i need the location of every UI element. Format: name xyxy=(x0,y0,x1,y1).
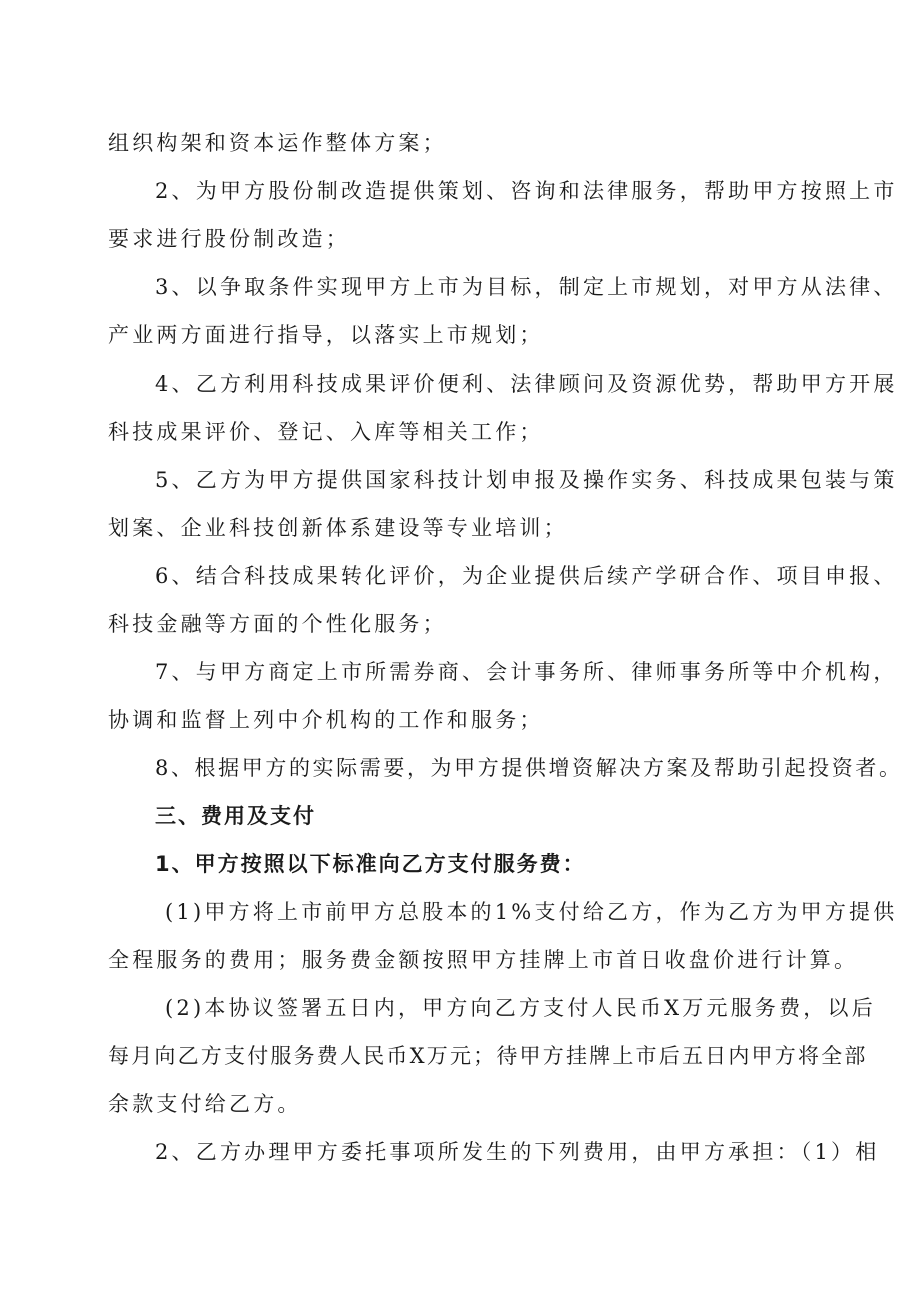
text-line: 8、根据甲方的实际需要，为甲方提供增资解决方案及帮助引起投资者。 xyxy=(155,756,903,780)
text-line: (2)本协议签署五日内，甲方向乙方支付人民币X万元服务费，以后 xyxy=(165,996,876,1020)
text-line: 5、乙方为甲方提供国家科技计划申报及操作实务、科技成果包装与策 xyxy=(155,468,898,492)
text-line: 划案、企业科技创新体系建设等专业培训； xyxy=(108,516,568,540)
text-line: 协调和监督上列中介机构的工作和服务； xyxy=(108,708,544,732)
text-line: 2、为甲方股份制改造提供策划、咨询和法律服务，帮助甲方按照上市 xyxy=(155,179,898,203)
text-line: 余款支付给乙方。 xyxy=(108,1092,302,1116)
text-line: (1)甲方将上市前甲方总股本的1%支付给乙方，作为乙方为甲方提供 xyxy=(165,900,898,924)
section-heading: 三、费用及支付 xyxy=(155,804,316,828)
text-line: 科技金融等方面的个性化服务； xyxy=(108,612,447,636)
text-line: 产业两方面进行指导，以落实上市规划； xyxy=(108,323,544,347)
text-line: 4、乙方利用科技成果评价便利、法律顾问及资源优势，帮助甲方开展 xyxy=(155,372,898,396)
text-line: 科技成果评价、登记、入库等相关工作； xyxy=(108,420,544,444)
text-line: 要求进行股份制改造； xyxy=(108,227,350,251)
text-line: 每月向乙方支付服务费人民币X万元；待甲方挂牌上市后五日内甲方将全部 xyxy=(108,1044,868,1068)
text-line: 全程服务的费用；服务费金额按照甲方挂牌上市首日收盘价进行计算。 xyxy=(108,948,859,972)
text-line: 6、结合科技成果转化评价，为企业提供后续产学研合作、项目申报、 xyxy=(155,564,898,588)
subsection-heading: 1、甲方按照以下标准向乙方支付服务费： xyxy=(155,852,586,876)
text-line: 2、乙方办理甲方委托事项所发生的下列费用，由甲方承担：（1）相 xyxy=(155,1140,880,1164)
text-line: 3、以争取条件实现甲方上市为目标，制定上市规划，对甲方从法律、 xyxy=(155,275,898,299)
text-line: 组织构架和资本运作整体方案； xyxy=(108,131,447,155)
text-line: 7、与甲方商定上市所需券商、会计事务所、律师事务所等中介机构， xyxy=(155,660,898,684)
